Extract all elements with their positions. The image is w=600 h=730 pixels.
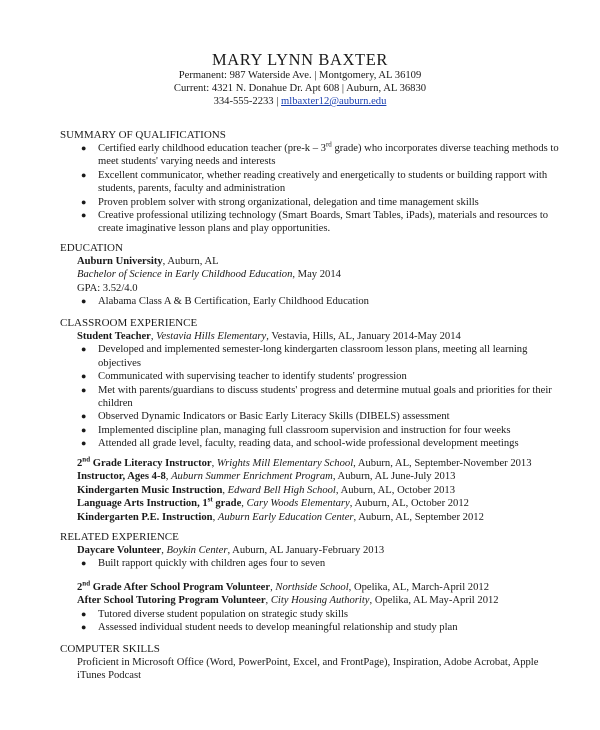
superscript: st — [207, 495, 213, 504]
job-role: Kindergarten P.E. Instruction — [77, 511, 213, 523]
job-school: Vestavia Hills Elementary — [156, 331, 267, 342]
list-item — [60, 196, 560, 209]
bullet-icon: ● — [81, 169, 87, 180]
job-role: Instructor, Ages 4-8 — [77, 471, 166, 483]
list-item — [60, 370, 560, 383]
duty-text: Communicated with supervising teacher to identify students' progression — [98, 371, 407, 383]
list-item — [60, 608, 560, 621]
job-line: After School Tutoring Program Volunteer, City Housing Authority, Opelika, AL May-April 2012 — [77, 595, 499, 607]
education-section — [60, 241, 560, 309]
gpa-line: GPA: 3.52/4.0 — [77, 282, 138, 294]
contact-line — [0, 95, 600, 108]
job-school: Cary Woods Elementary — [246, 498, 350, 510]
bullet-icon: ● — [81, 384, 87, 395]
job-role: Language Arts Instruction, 1 — [77, 498, 208, 510]
instruction-roles — [60, 457, 560, 524]
daycare-list — [60, 557, 560, 570]
phone-number: 334-555-2233 | — [213, 96, 282, 107]
duty-text: Observed Dynamic Indicators or Basic Early Literacy Skills (DIBELS) assessment — [98, 411, 450, 423]
education-list — [60, 295, 560, 308]
bullet-icon: ● — [81, 143, 87, 153]
job-role: After School Tutoring Program Volunteer — [77, 595, 266, 607]
summary-text: Proven problem solver with strong organizational, delegation and time management skills — [98, 196, 479, 208]
superscript: rd — [325, 140, 332, 149]
current-address: Current: 4321 N. Donahue Dr. Apt 608 | Auburn, AL 36830 — [173, 83, 427, 94]
bullet-icon: ● — [81, 558, 87, 569]
job-role: 2 — [77, 581, 83, 593]
tutoring-list — [60, 608, 560, 635]
job-line: 2nd Grade After School Program Volunteer, Northside School, Opelika, AL, March-April 2012 — [77, 579, 489, 593]
skills-line: Proficient in Microsoft Office (Word, PowerPoint, Excel, and FrontPage), Inspiration, Adobe Acrobat, Apple — [77, 657, 539, 668]
job-role: 2 — [77, 458, 83, 469]
classroom-section — [60, 316, 560, 451]
computer-section — [60, 642, 560, 683]
job-details: , Auburn, AL June-July 2013 — [332, 471, 456, 483]
job-role: grade — [212, 498, 242, 510]
list-item — [60, 209, 560, 236]
degree-line — [60, 268, 560, 281]
duty-text: Implemented discipline plan, managing full classroom supervision and instruction for four weeks — [98, 424, 511, 436]
bullet-icon: ● — [81, 622, 87, 633]
job-line: Daycare Volunteer, Boykin Center, Auburn, AL January-February 2013 — [77, 545, 385, 556]
list-item — [60, 343, 560, 370]
duty-text: Developed and implemented semester-long kindergarten classroom lesson plans, meeting all learning objectives — [98, 344, 528, 369]
summary-text: grade) who incorporates diverse teaching methods to meet students' varying needs and interests — [98, 143, 559, 168]
bullet-icon: ● — [81, 344, 87, 355]
list-item — [60, 410, 560, 423]
job-school: Wrights Mill Elementary School — [216, 458, 354, 469]
candidate-name: MARY LYNN BAXTER — [211, 50, 388, 69]
list-item — [60, 142, 560, 169]
bullet-icon: ● — [81, 438, 87, 449]
email-link[interactable]: mlbaxter12@auburn.edu — [281, 96, 387, 107]
education-title: EDUCATION — [60, 242, 123, 254]
duty-text: Built rapport quickly with children ages four to seven — [98, 558, 326, 570]
skills-line: iTunes Podcast — [77, 670, 142, 682]
list-item — [60, 424, 560, 437]
computer-title: COMPUTER SKILLS — [60, 643, 160, 655]
certification-text: Alabama Class A & B Certification, Early Childhood Education — [98, 296, 369, 308]
resume-header — [0, 50, 600, 108]
bullet-icon: ● — [81, 296, 87, 307]
job-school: Auburn Early Education Center — [217, 511, 354, 523]
duty-text: Attended all grade level, faculty, reading data, and school-wide professional development meetings — [98, 438, 519, 450]
job-org: Northside School — [275, 581, 349, 593]
job-line: Kindergarten P.E. Instruction, Auburn Early Education Center, Auburn, AL, September 2012 — [77, 511, 484, 523]
job-school: Edward Bell High School — [227, 484, 336, 496]
bullet-icon: ● — [81, 411, 87, 422]
bullet-icon: ● — [81, 424, 87, 435]
duty-text: Assessed individual student needs to develop meaningful relationship and study plan — [98, 622, 458, 634]
job-details: , Vestavia, Hills, AL, January 2014-May 2014 — [266, 331, 461, 342]
job-school: Auburn Summer Enrichment Program — [171, 471, 333, 483]
summary-section — [60, 128, 560, 236]
school-line — [60, 255, 560, 268]
job-details: , Opelika, AL May-April 2012 — [369, 595, 499, 607]
bullet-icon: ● — [81, 210, 87, 221]
job-line: Instructor, Ages 4-8, Auburn Summer Enrichment Program, Auburn, AL June-July 2013 — [77, 471, 456, 483]
job-details: , Auburn, AL, October 2012 — [349, 498, 469, 510]
permanent-address: Permanent: 987 Waterside Ave. | Montgomery, AL 36109 — [178, 70, 422, 81]
list-item — [60, 384, 560, 411]
list-item — [60, 621, 560, 634]
summary-title: SUMMARY OF QUALIFICATIONS — [60, 129, 226, 141]
job-details: , Auburn, AL, October 2013 — [335, 484, 456, 496]
job-role: Kindergarten Music Instruction — [77, 484, 223, 496]
duty-text: Tutored diverse student population on strategic study skills — [98, 608, 349, 620]
list-item — [60, 295, 560, 308]
job-org: City Housing Authority — [270, 595, 370, 607]
classroom-title: CLASSROOM EXPERIENCE — [60, 317, 198, 329]
summary-text: Creative professional utilizing technology (Smart Boards, Smart Tables, iPads), materials and resources to create imaginative lesson plans and play opportunities. — [98, 210, 549, 235]
degree-name: Bachelor of Science in Early Childhood Education — [77, 269, 293, 281]
duty-text: Met with parents/guardians to discuss students' progress and determine mutual goals and priorities for their children — [98, 384, 552, 410]
summary-text: Excellent communicator, whether reading creatively and energetically to students or building rapport with students, parents, faculty and administration — [98, 169, 548, 195]
summary-list — [60, 142, 560, 236]
summary-text: Certified early childhood education teacher (pre-k – 3 — [98, 143, 326, 154]
job-role: Daycare Volunteer — [77, 545, 162, 556]
related-title: RELATED EXPERIENCE — [60, 531, 179, 543]
bullet-icon: ● — [81, 371, 87, 382]
job-details: , Auburn, AL January-February 2013 — [227, 545, 385, 556]
student-teacher-list — [60, 343, 560, 450]
job-role: Grade After School Program Volunteer — [90, 581, 271, 593]
list-item — [60, 437, 560, 450]
job-line: Student Teacher, Vestavia Hills Elementary, Vestavia, Hills, AL, January 2014-May 2014 — [77, 331, 461, 342]
school-name: Auburn University — [77, 256, 163, 267]
job-details: , Auburn, AL, September-November 2013 — [353, 458, 532, 469]
superscript: nd — [82, 579, 91, 588]
bullet-icon: ● — [81, 608, 87, 619]
job-line: 2nd Grade Literacy Instructor, Wrights Mill Elementary School, Auburn, AL, September-November 2013 — [77, 455, 532, 469]
job-org: Boykin Center — [166, 545, 228, 556]
job-role: Grade Literacy Instructor — [90, 458, 212, 469]
related-section — [60, 530, 560, 634]
job-line: Kindergarten Music Instruction, Edward Bell High School, Auburn, AL, October 2013 — [77, 484, 456, 496]
job-details: , Opelika, AL, March-April 2012 — [348, 581, 489, 593]
list-item — [60, 169, 560, 196]
school-location: , Auburn, AL — [162, 256, 219, 267]
bullet-icon: ● — [81, 196, 87, 207]
job-details: , Auburn, AL, September 2012 — [353, 511, 484, 523]
job-line: Language Arts Instruction, 1st grade, Cary Woods Elementary, Auburn, AL, October 2012 — [77, 495, 469, 510]
superscript: nd — [82, 455, 91, 464]
job-role: Student Teacher — [77, 331, 151, 342]
list-item — [60, 557, 560, 570]
degree-date: , May 2014 — [292, 269, 341, 281]
